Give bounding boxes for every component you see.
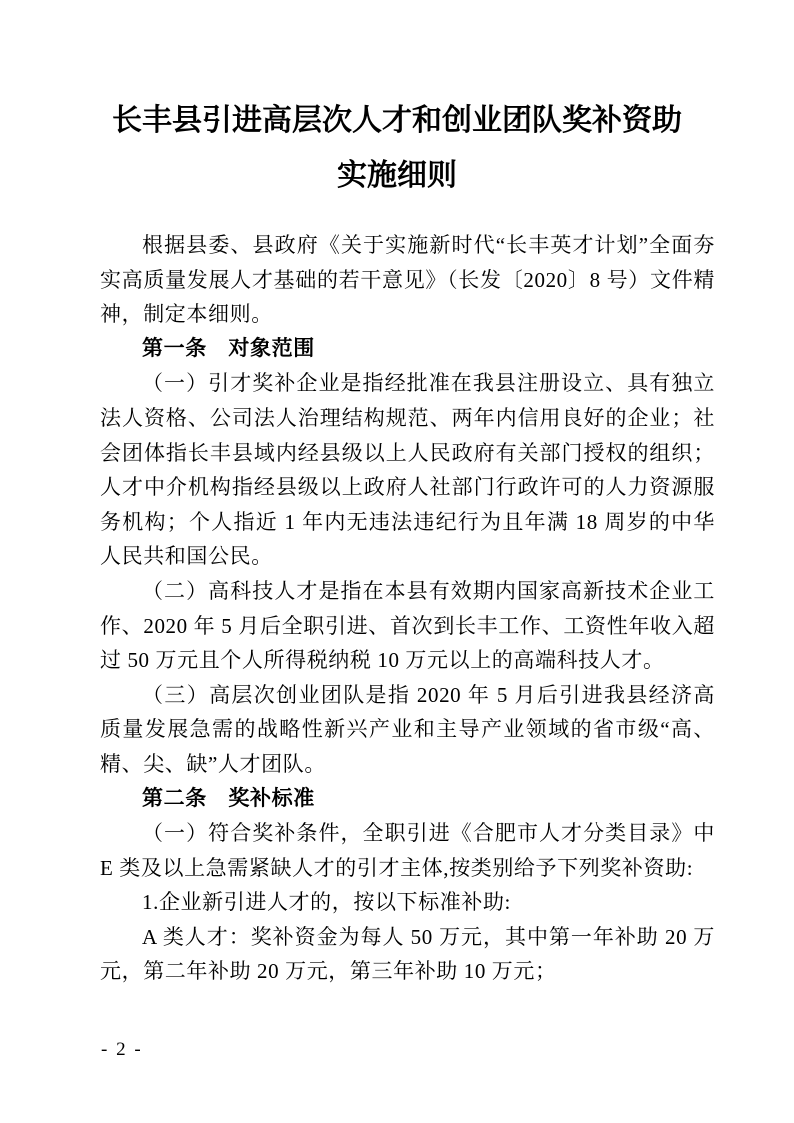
document-body <box>100 228 715 989</box>
document-title-line1: 长丰县引进高层次人才和创业团队奖补资助 <box>112 104 682 137</box>
paragraph-article2-item1: （一）符合奖补条件，全职引进《合肥市人才分类目录》中 E 类及以上急需紧缺人才的引才主体,按类别给予下列奖补资助: <box>100 821 715 880</box>
page-number: - 2 - <box>101 1039 143 1060</box>
paragraph-article2-class-a: A 类人才：奖补资金为每人 50 万元，其中第一年补助 20 万元，第二年补助 20 万元，第三年补助 10 万元； <box>100 924 715 984</box>
paragraph-article1-item1: （一）引才奖补企业是指经批准在我县注册设立、具有独立法人资格、公司法人治理结构规范、两年内信用良好的企业；社会团体指长丰县域内经县级以上人民政府有关部门授权的组织；人才中介机构指经县级以上政府人社部门行政许可的人力资源服务机构；个人指近 1 年内无违法违纪行为且年满 18 周岁的中华人民共和国公民。 <box>100 371 715 569</box>
paragraph-article2-sub1: 1.企业新引进人才的，按以下标准补助: <box>142 890 511 915</box>
section-heading-article-1: 第一条 对象范围 <box>142 336 315 360</box>
paragraph-article1-item2: （二）高科技人才是指在本县有效期内国家高新技术企业工作、2020 年 5 月后全职引进、首次到长丰工作、工资性年收入超过 50 万元且个人所得税纳税 10 万元以上的高端科技人才。 <box>100 578 715 673</box>
paragraph-article1-item3: （三）高层次创业团队是指 2020 年 5 月后引进我县经济高质量发展急需的战略性新兴产业和主导产业领域的省市级“高、精、尖、缺”人才团队。 <box>100 682 715 776</box>
document-title <box>0 93 794 203</box>
paragraph-intro: 根据县委、县政府《关于实施新时代“长丰英才计划”全面夯实高质量发展人才基础的若干意见》（长发〔2020〕8 号）文件精神，制定本细则。 <box>100 233 715 327</box>
section-heading-article-2: 第二条 奖补标准 <box>142 786 315 810</box>
document-title-line2: 实施细则 <box>337 159 457 192</box>
